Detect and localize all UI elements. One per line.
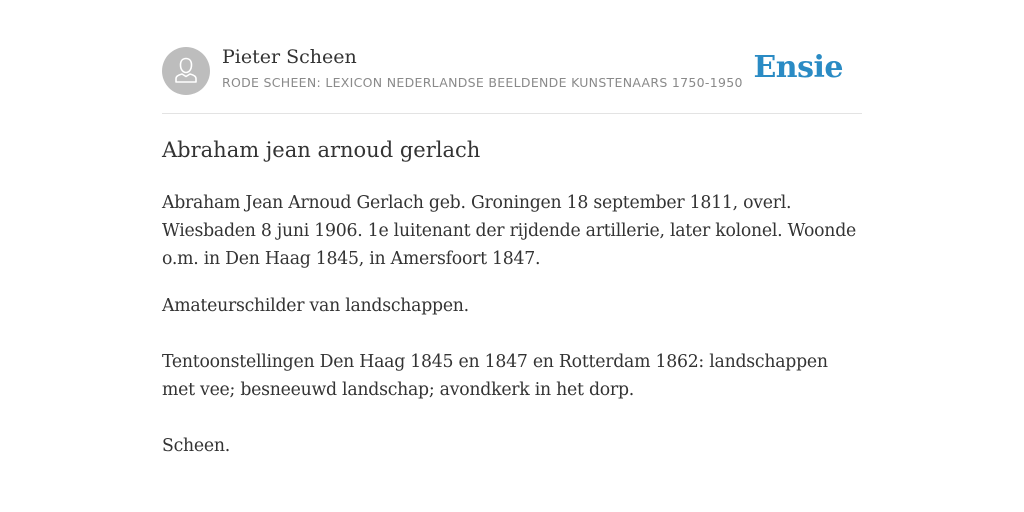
author-header: [162, 46, 862, 96]
article-body: [162, 189, 864, 460]
user-icon: [162, 47, 210, 95]
author-name[interactable]: Pieter Scheen: [222, 46, 357, 68]
divider: [162, 113, 862, 114]
source-title[interactable]: RODE SCHEEN: LEXICON NEDERLANDSE BEELDENDE KUNSTENAARS 1750-1950: [222, 75, 743, 90]
paragraph: Abraham Jean Arnoud Gerlach geb. Groningen 18 september 1811, overl. Wiesbaden 8 juni 1906. 1e luitenant der rijdende artillerie, later kolonel. Woonde o.m. in Den Haag 1845, in Amersfoort 1847.: [162, 193, 856, 269]
paragraph: Tentoonstellingen Den Haag 1845 en 1847 en Rotterdam 1862: landschappen met vee; besneeuwd landschap; avondkerk in het dorp.: [162, 352, 828, 400]
paragraph: Amateurschilder van landschappen.: [162, 296, 469, 316]
avatar[interactable]: [162, 47, 210, 95]
brand-logo[interactable]: Ensie: [753, 50, 843, 85]
page-title: Abraham jean arnoud gerlach: [162, 138, 481, 162]
paragraph: Scheen.: [162, 436, 230, 456]
